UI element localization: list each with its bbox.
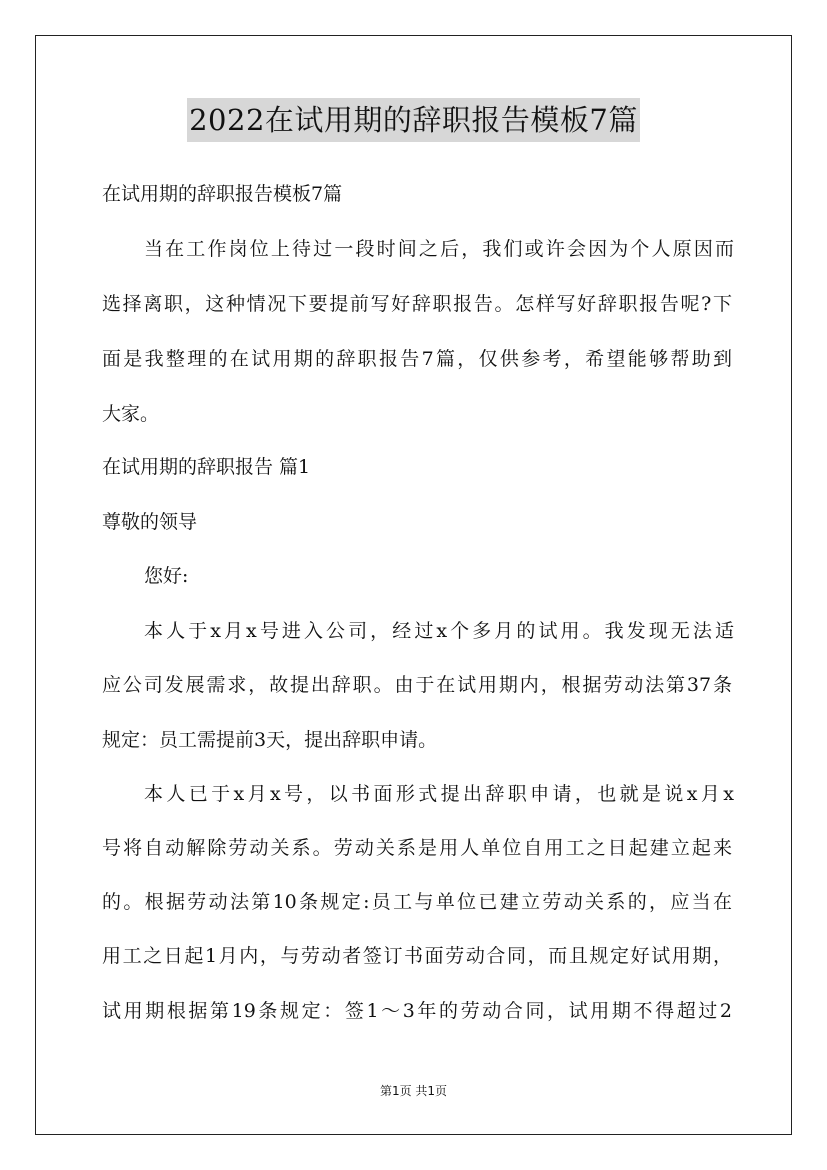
document-title: 2022在试用期的辞职报告模板7篇: [187, 98, 640, 142]
page-footer: 第1页 共1页: [379, 1084, 448, 1098]
paragraph-line: 规定：员工需提前3天，提出辞职申请。: [102, 729, 438, 751]
paragraph-line: 号将自动解除劳动关系。劳动关系是用人单位自用工之日起建立起来: [102, 837, 732, 859]
section-heading: 在试用期的辞职报告 篇1: [102, 456, 311, 478]
paragraph-line: 当在工作岗位上待过一段时间之后，我们或许会因为个人原因而: [144, 238, 734, 260]
subtitle-line: 在试用期的辞职报告模板7篇: [102, 183, 343, 205]
paragraph-line: 面是我整理的在试用期的辞职报告7篇，仅供参考，希望能够帮助到: [102, 348, 732, 370]
paragraph-line: 用工之日起1月内，与劳动者签订书面劳动合同，而且规定好试用期，: [102, 945, 732, 967]
salutation-line: 尊敬的领导: [102, 511, 198, 533]
title-container: [0, 98, 827, 142]
paragraph-line: 本人已于x月x号，以书面形式提出辞职申请，也就是说x月x: [144, 783, 734, 805]
paragraph-line: 大家。: [102, 403, 160, 425]
paragraph-line: 试用期根据第19条规定：签1～3年的劳动合同，试用期不得超过2: [102, 1000, 732, 1022]
paragraph-line: 应公司发展需求，故提出辞职。由于在试用期内，根据劳动法第37条: [102, 674, 732, 696]
greeting-line: 您好:: [144, 565, 189, 587]
paragraph-line: 选择离职，这种情况下要提前写好辞职报告。怎样写好辞职报告呢?下: [102, 293, 732, 315]
paragraph-line: 的。根据劳动法第10条规定:员工与单位已建立劳动关系的，应当在: [102, 891, 732, 913]
paragraph-line: 本人于x月x号进入公司，经过x个多月的试用。我发现无法适: [144, 620, 734, 642]
